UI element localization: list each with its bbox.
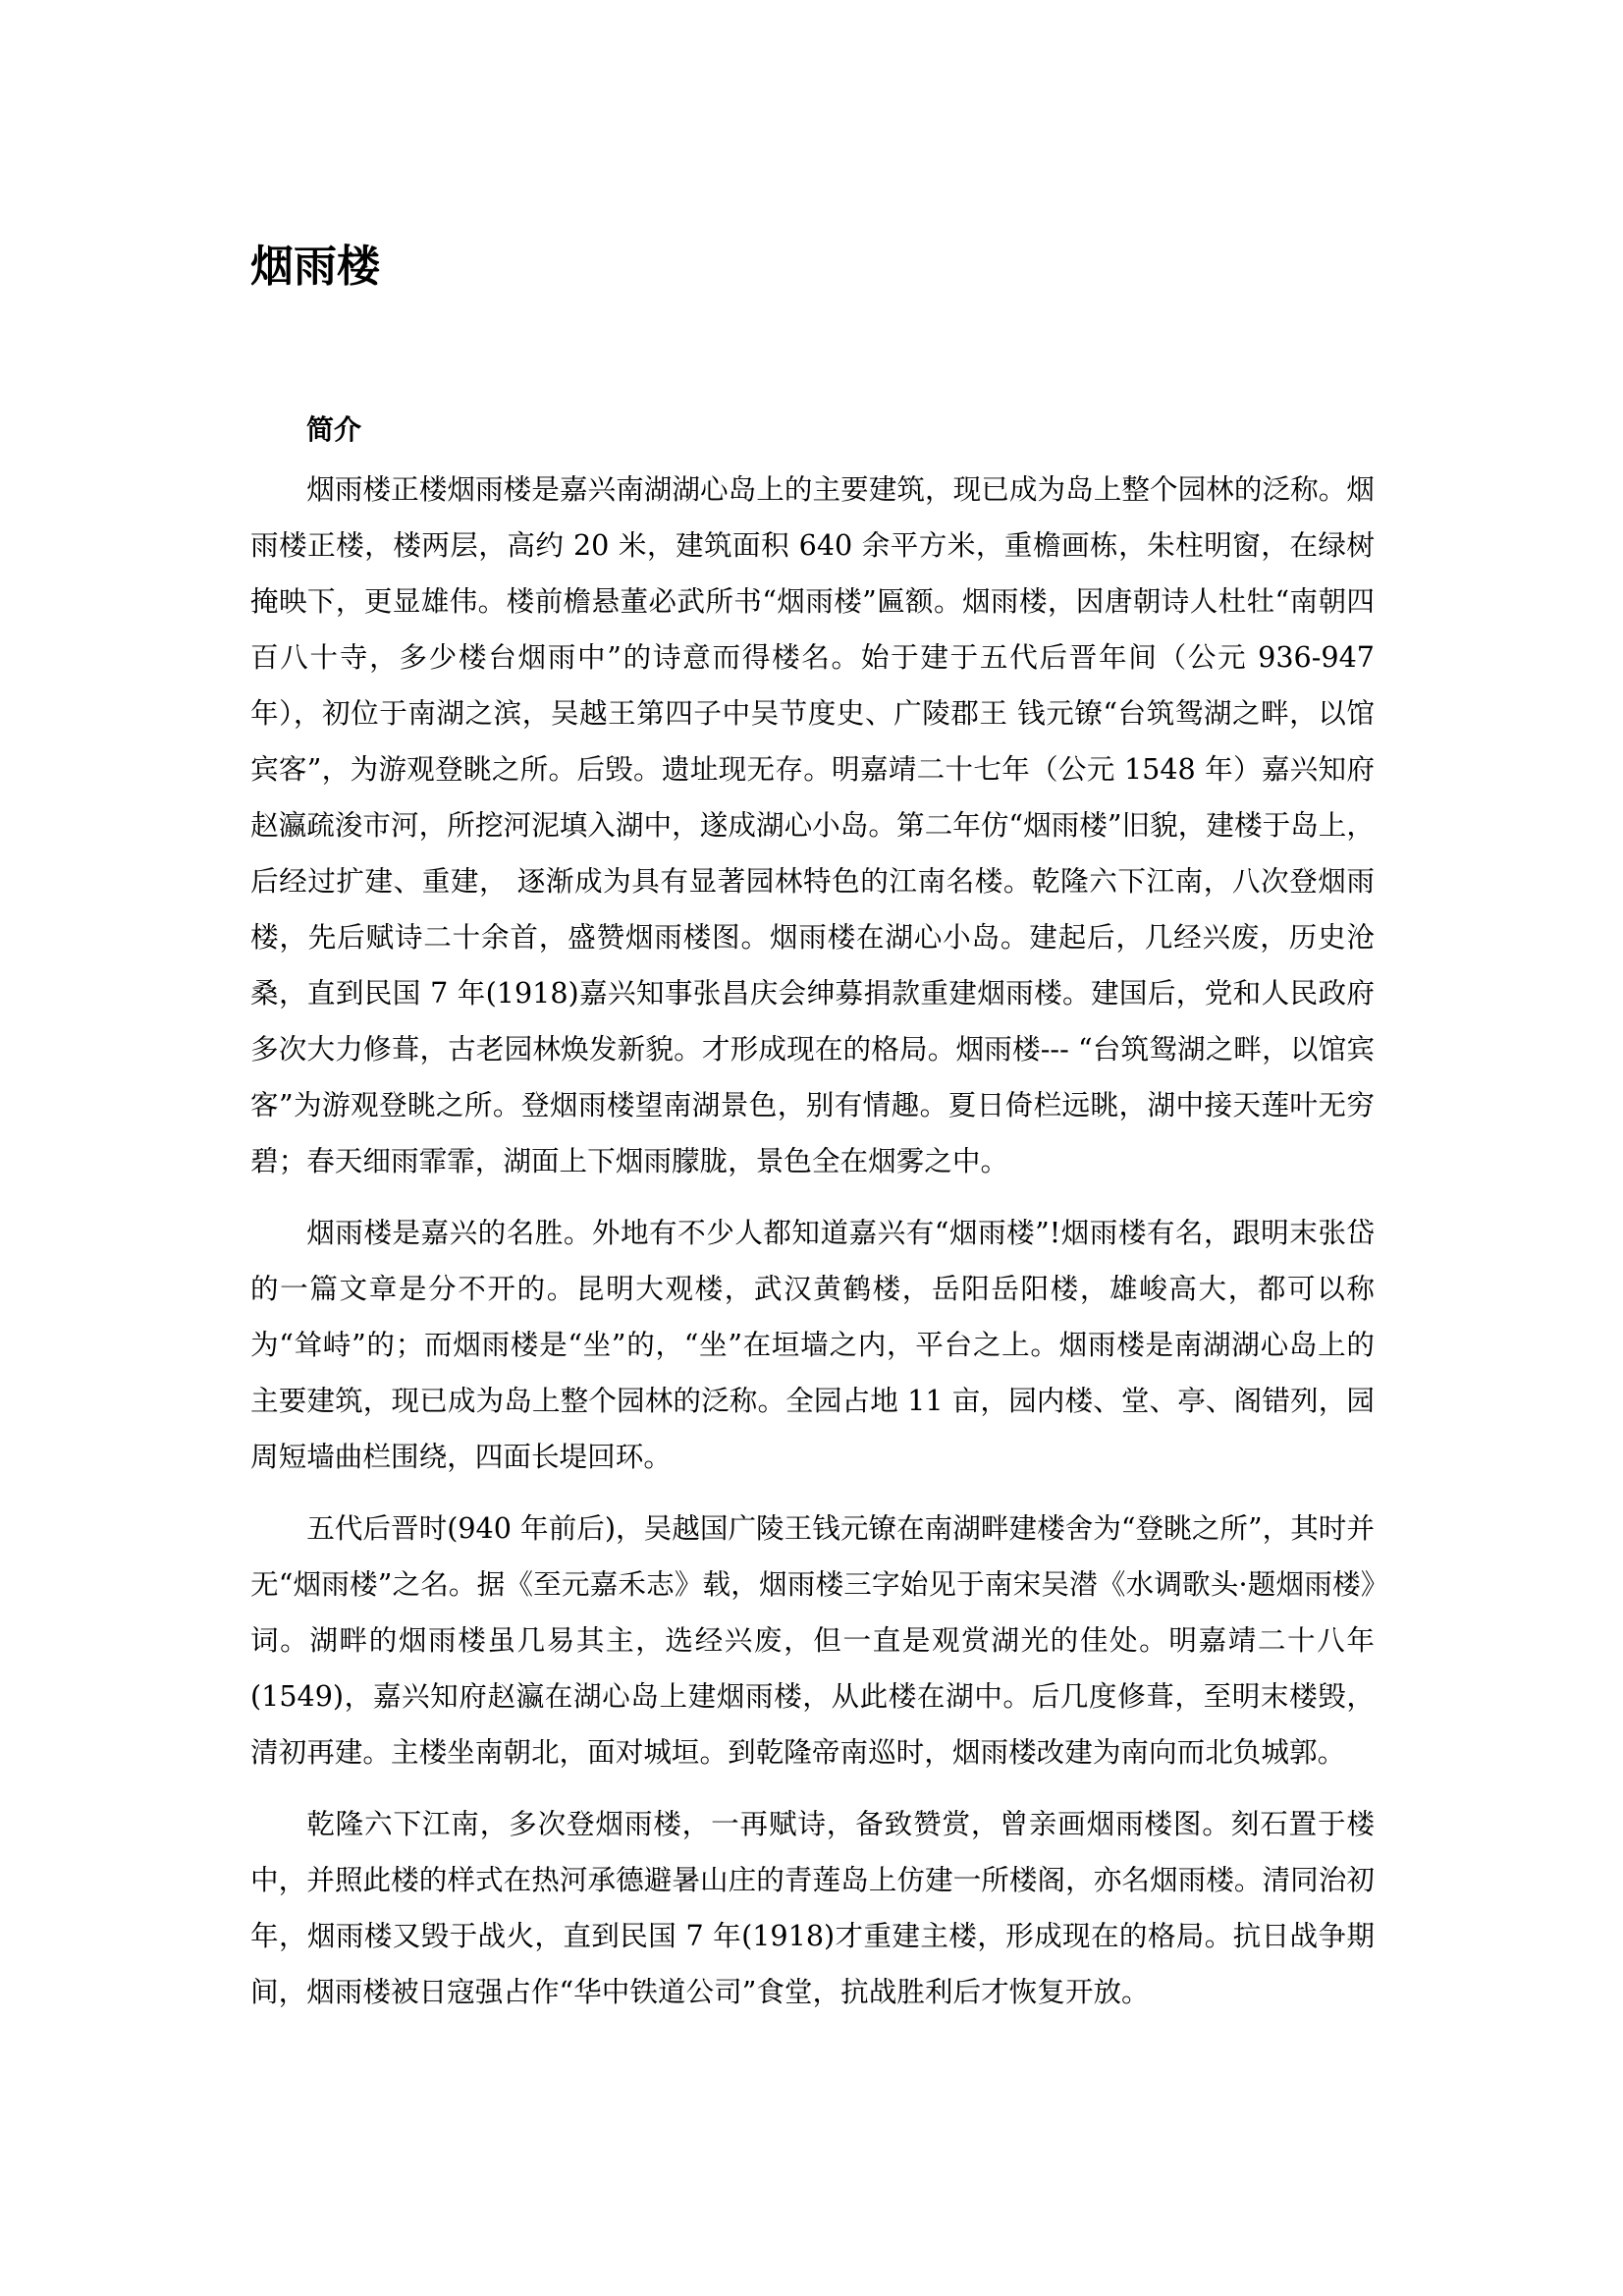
page-title: 烟雨楼 [250,242,380,292]
paragraph-4: 乾隆六下江南，多次登烟雨楼，一再赋诗，备致赞赏，曾亲画烟雨楼图。刻石置于楼中，并照此楼的样式在热河承德避暑山庄的青莲岛上仿建一所楼阁，亦名烟雨楼。清同治初年，烟雨楼又毁于战火，直到民国 7 年(1918)才重建主楼，形成现在的格局。抗日战争期间，烟雨楼被日寇强占作“华中铁道公司”食堂，抗战胜利后才恢复开放。 [250,1807,1375,2008]
paragraph-3: 五代后晋时(940 年前后)，吴越国广陵王钱元镣在南湖畔建楼舍为“登眺之所”，其时并无“烟雨楼”之名。据《至元嘉禾志》载，烟雨楼三字始见于南宋吴潜《水调歌头·题烟雨楼》词。湖畔的烟雨楼虽几易其主，选经兴废，但一直是观赏湖光的佳处。明嘉靖二十八年(1549)，嘉兴知府赵瀛在湖心岛上建烟雨楼，从此楼在湖中。后几度修葺，至明末楼毁，清初再建。主楼坐南朝北，面对城垣。到乾隆帝南巡时，烟雨楼改建为南向而北负城郭。 [250,1511,1375,1769]
paragraph-2: 烟雨楼是嘉兴的名胜。外地有不少人都知道嘉兴有“烟雨楼”!烟雨楼有名，跟明末张岱的一篇文章是分不开的。昆明大观楼，武汉黄鹤楼，岳阳岳阳楼，雄峻高大，都可以称为“耸峙”的；而烟雨楼是“坐”的，“坐”在垣墙之内，平台之上。烟雨楼是南湖湖心岛上的主要建筑，现已成为岛上整个园林的泛称。全园占地 11 亩，园内楼、堂、亭、阁错列，园周短墙曲栏围绕，四面长堤回环。 [250,1216,1375,1473]
body-text [250,462,1375,2036]
paragraph-1: 烟雨楼正楼烟雨楼是嘉兴南湖湖心岛上的主要建筑，现已成为岛上整个园林的泛称。烟雨楼正楼，楼两层，高约 20 米，建筑面积 640 余平方米，重檐画栋，朱柱明窗，在绿树掩映下，更显雄伟。楼前檐悬董必武所书“烟雨楼”匾额。烟雨楼，因唐朝诗人杜牡“南朝四百八十寺，多少楼台烟雨中”的诗意而得楼名。始于建于五代后晋年间（公元 936-947 年），初位于南湖之滨，吴越王第四子中吴节度史、广陵郡王 钱元镣“台筑鸳湖之畔，以馆宾客”，为游观登眺之所。后毁。遗址现无存。明嘉靖二十七年（公元 1548 年）嘉兴知府赵瀛疏浚市河，所挖河泥填入湖中，遂成湖心小岛。第二年仿“烟雨楼”旧貌，建楼于岛上，后经过扩建、重建， 逐渐成为具有显著园林特色的江南名楼。乾隆六下江南，八次登烟雨楼，先后赋诗二十余首，盛赞烟雨楼图。烟雨楼在湖心小岛。建起后，几经兴废，历史沧桑，直到民国 7 年(1918)嘉兴知事张昌庆会绅募捐款重建烟雨楼。建国后，党和人民政府多次大力修葺，古老园林焕发新貌。才形成现在的格局。烟雨楼--- “台筑鸳湖之畔，以馆宾客”为游观登眺之所。登烟雨楼望南湖景色，别有情趣。夏日倚栏远眺，湖中接天莲叶无穷碧；春天细雨霏霏，湖面上下烟雨朦胧，景色全在烟雾之中。 [250,472,1375,1177]
section-heading-intro: 简介 [306,413,362,446]
